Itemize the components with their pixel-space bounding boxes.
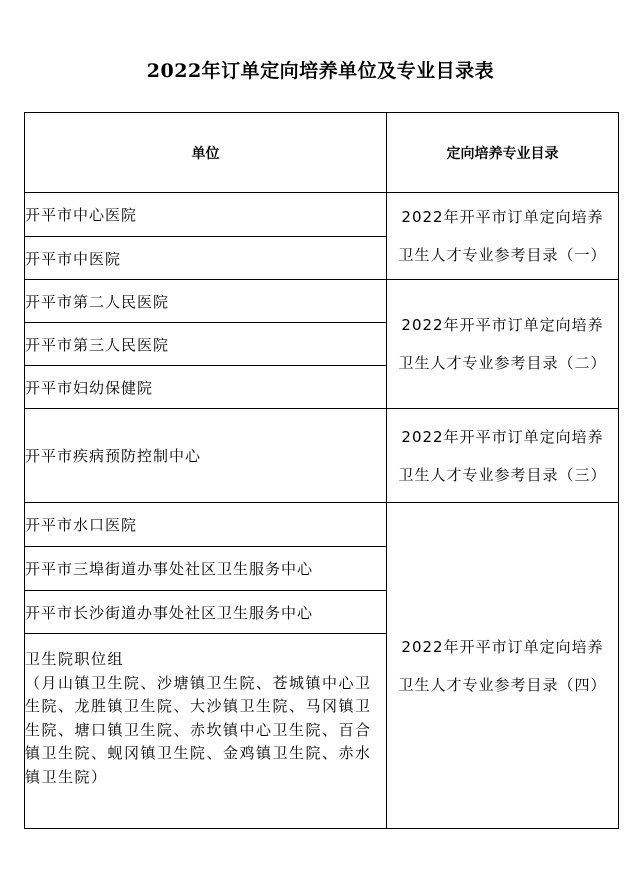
major-line: 2022年开平市订单定向培养 [401,316,604,334]
clinic-group-cell [25,634,387,829]
unit-cell: 开平市中心医院 [25,193,387,237]
unit-cell: 开平市长沙街道办事处社区卫生服务中心 [25,591,387,634]
major-line: 卫生人才专业参考目录（三） [398,465,607,484]
major-line: 卫生人才专业参考目录（四） [398,675,607,694]
unit-cell: 开平市中医院 [25,237,387,280]
page-title: 2022年订单定向培养单位及专业目录表 [146,60,495,82]
header-major: 定向培养专业目录 [387,113,619,193]
clinic-group-members: （月山镇卫生院、沙塘镇卫生院、苍城镇中心卫生院、龙胜镇卫生院、大沙镇卫生院、马冈镇卫生院、塘口镇卫生院、赤坎镇中心卫生院、百合镇卫生院、蚬冈镇卫生院、金鸡镇卫生院、赤水镇卫生院） [25,673,372,786]
major-line: 2022年开平市订单定向培养 [401,208,604,226]
table-row [25,409,619,503]
unit-cell: 开平市第三人民医院 [25,323,387,366]
header-unit: 单位 [25,113,387,193]
table-row [25,503,619,547]
table-row [25,280,619,323]
major-cell-3 [387,409,619,503]
table-row [25,193,619,237]
major-cell-2 [387,280,619,409]
major-line: 2022年开平市订单定向培养 [401,637,604,656]
major-cell-1 [387,193,619,280]
unit-cell: 开平市水口医院 [25,503,387,547]
clinic-group-label: 卫生院职位组 [25,650,125,668]
catalog-table [24,112,619,829]
major-line: 2022年开平市订单定向培养 [401,427,604,446]
unit-cell: 开平市第二人民医院 [25,280,387,323]
table-header-row [25,113,619,193]
unit-cell: 开平市三埠街道办事处社区卫生服务中心 [25,547,387,591]
unit-cell: 开平市妇幼保健院 [25,366,387,409]
major-line: 卫生人才专业参考目录（一） [398,246,607,264]
unit-cell: 开平市疾病预防控制中心 [25,409,387,503]
major-cell-4 [387,503,619,829]
major-line: 卫生人才专业参考目录（二） [398,354,607,372]
